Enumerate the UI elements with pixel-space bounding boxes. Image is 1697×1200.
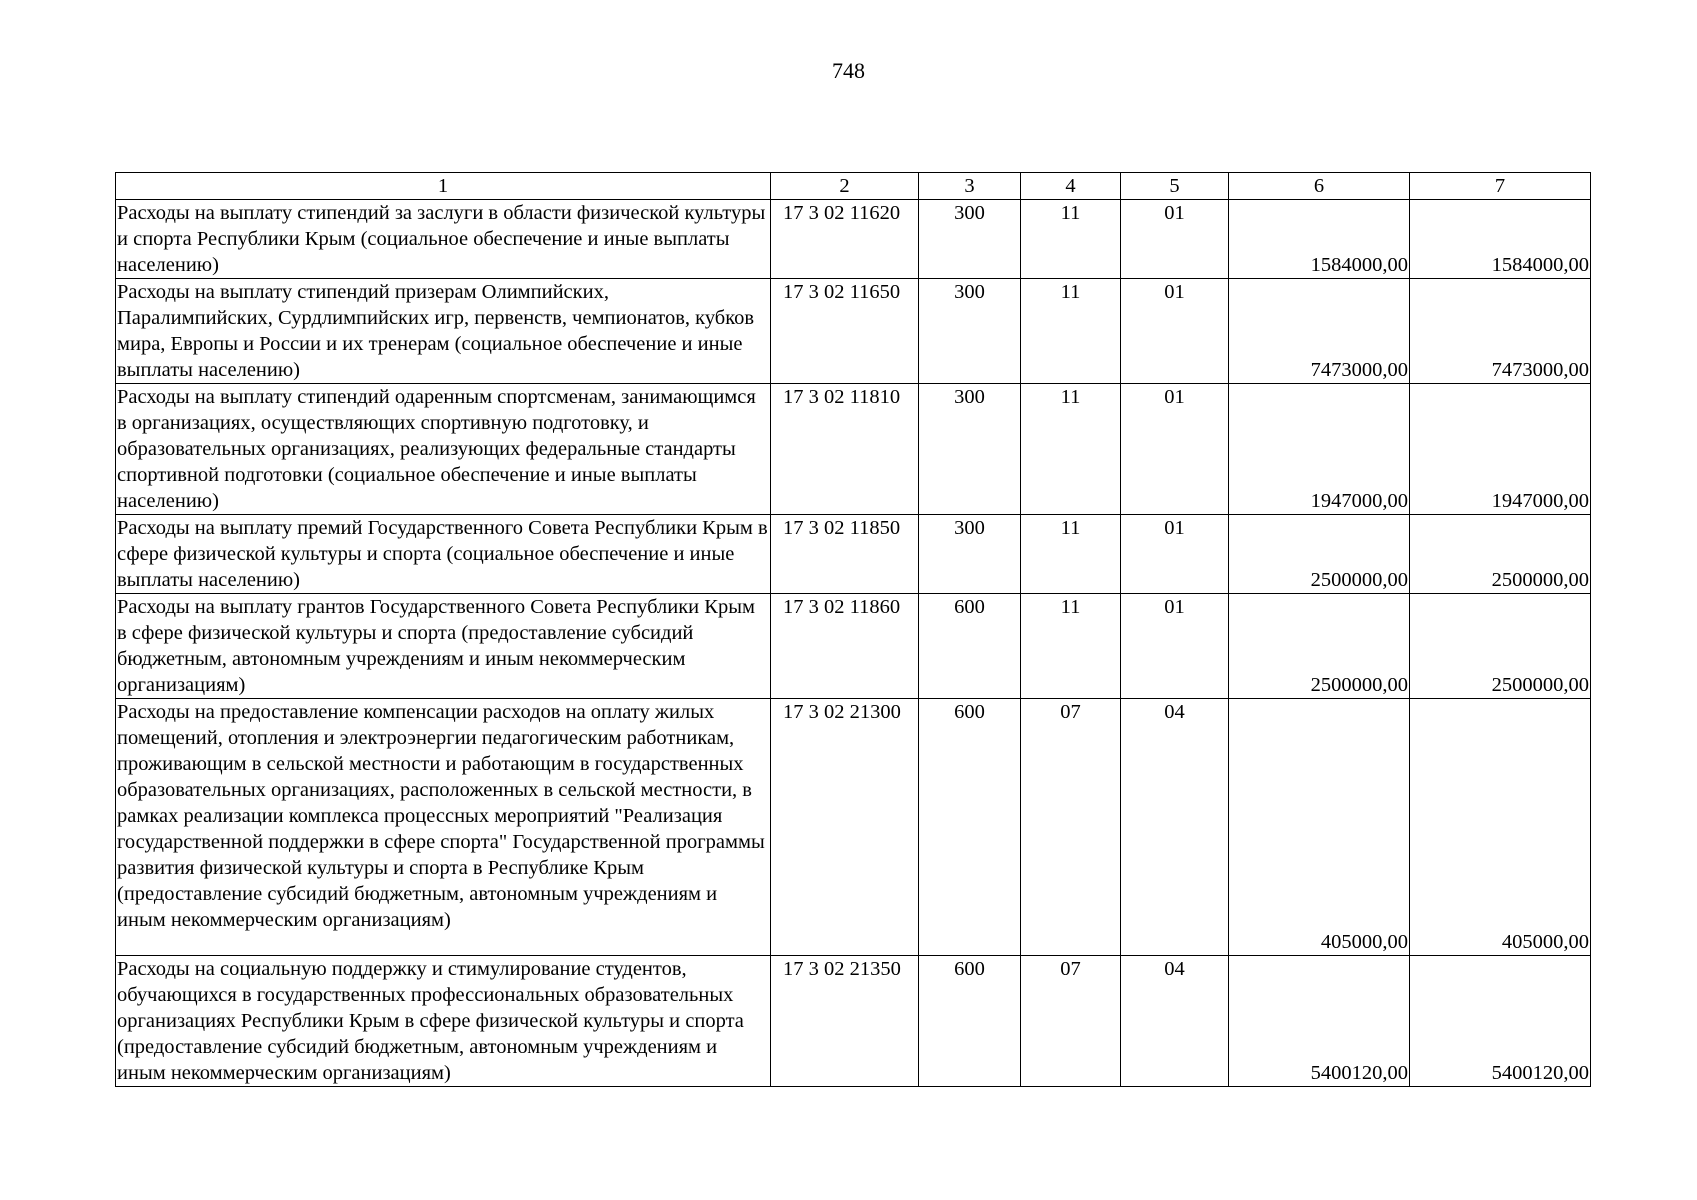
row-expense-type: 300 bbox=[919, 384, 1021, 515]
table-row bbox=[116, 384, 1591, 515]
budget-table bbox=[115, 172, 1591, 1087]
column-header: 6 bbox=[1229, 173, 1410, 200]
table-row bbox=[116, 594, 1591, 699]
row-expense-type: 600 bbox=[919, 699, 1021, 956]
row-section: 11 bbox=[1021, 384, 1121, 515]
row-section: 07 bbox=[1021, 956, 1121, 1087]
table-row bbox=[116, 200, 1591, 279]
row-code: 17 3 02 21300 bbox=[771, 699, 919, 956]
row-section: 07 bbox=[1021, 699, 1121, 956]
page-number: 748 bbox=[832, 58, 865, 83]
row-amount-7: 1947000,00 bbox=[1410, 384, 1591, 515]
row-code: 17 3 02 11650 bbox=[771, 279, 919, 384]
row-amount-6: 2500000,00 bbox=[1229, 515, 1410, 594]
row-amount-6: 7473000,00 bbox=[1229, 279, 1410, 384]
table-row bbox=[116, 515, 1591, 594]
row-amount-7: 7473000,00 bbox=[1410, 279, 1591, 384]
row-subsection: 01 bbox=[1121, 279, 1229, 384]
row-amount-7: 2500000,00 bbox=[1410, 594, 1591, 699]
row-section: 11 bbox=[1021, 594, 1121, 699]
row-amount-6: 1584000,00 bbox=[1229, 200, 1410, 279]
row-amount-7: 405000,00 bbox=[1410, 699, 1591, 956]
row-subsection: 01 bbox=[1121, 515, 1229, 594]
row-expense-type: 300 bbox=[919, 200, 1021, 279]
row-subsection: 04 bbox=[1121, 956, 1229, 1087]
row-description: Расходы на социальную поддержку и стимулирование студентов, обучающихся в государственных профессиональных образовательных организациях Республики Крым в сфере физической культуры и спорта (предоставление субсидий бюджетным, автономным учреждениям и иным некоммерческим организациям) bbox=[116, 956, 771, 1087]
row-amount-6: 2500000,00 bbox=[1229, 594, 1410, 699]
row-description: Расходы на выплату стипендий одаренным спортсменам, занимающимся в организациях, осуществляющих спортивную подготовку, и образовательных организациях, реализующих федеральные стандарты спортивной подготовки (социальное обеспечение и иные выплаты населению) bbox=[116, 384, 771, 515]
row-subsection: 01 bbox=[1121, 200, 1229, 279]
row-expense-type: 600 bbox=[919, 956, 1021, 1087]
row-code: 17 3 02 11810 bbox=[771, 384, 919, 515]
table-header-row bbox=[116, 173, 1591, 200]
column-header: 5 bbox=[1121, 173, 1229, 200]
row-amount-6: 405000,00 bbox=[1229, 699, 1410, 956]
column-header: 7 bbox=[1410, 173, 1591, 200]
table-row bbox=[116, 699, 1591, 956]
row-amount-7: 1584000,00 bbox=[1410, 200, 1591, 279]
row-description: Расходы на выплату премий Государственного Совета Республики Крым в сфере физической культуры и спорта (социальное обеспечение и иные выплаты населению) bbox=[116, 515, 771, 594]
row-expense-type: 300 bbox=[919, 279, 1021, 384]
column-header: 2 bbox=[771, 173, 919, 200]
row-section: 11 bbox=[1021, 515, 1121, 594]
column-header: 4 bbox=[1021, 173, 1121, 200]
row-description: Расходы на предоставление компенсации расходов на оплату жилых помещений, отопления и электроэнергии педагогическим работникам, проживающим в сельской местности и работающим в государственных образовательных организациях, расположенных в сельской местности, в рамках реализации комплекса процессных мероприятий "Реализация государственной поддержки в сфере спорта" Государственной программы развития физической культуры и спорта в Республике Крым (предоставление субсидий бюджетным, автономным учреждениям и иным некоммерческим организациям) bbox=[116, 699, 771, 956]
row-amount-6: 5400120,00 bbox=[1229, 956, 1410, 1087]
row-section: 11 bbox=[1021, 200, 1121, 279]
row-amount-7: 5400120,00 bbox=[1410, 956, 1591, 1087]
row-description: Расходы на выплату стипендий за заслуги в области физической культуры и спорта Республики Крым (социальное обеспечение и иные выплаты населению) bbox=[116, 200, 771, 279]
row-amount-7: 2500000,00 bbox=[1410, 515, 1591, 594]
row-expense-type: 600 bbox=[919, 594, 1021, 699]
row-expense-type: 300 bbox=[919, 515, 1021, 594]
column-header: 3 bbox=[919, 173, 1021, 200]
row-code: 17 3 02 11850 bbox=[771, 515, 919, 594]
row-description: Расходы на выплату стипендий призерам Олимпийских, Паралимпийских, Сурдлимпийских игр, первенств, чемпионатов, кубков мира, Европы и России и их тренерам (социальное обеспечение и иные выплаты населению) bbox=[116, 279, 771, 384]
row-amount-6: 1947000,00 bbox=[1229, 384, 1410, 515]
column-header: 1 bbox=[116, 173, 771, 200]
row-code: 17 3 02 21350 bbox=[771, 956, 919, 1087]
row-description: Расходы на выплату грантов Государственного Совета Республики Крым в сфере физической культуры и спорта (предоставление субсидий бюджетным, автономным учреждениям и иным некоммерческим организациям) bbox=[116, 594, 771, 699]
row-subsection: 01 bbox=[1121, 384, 1229, 515]
row-section: 11 bbox=[1021, 279, 1121, 384]
row-code: 17 3 02 11860 bbox=[771, 594, 919, 699]
row-code: 17 3 02 11620 bbox=[771, 200, 919, 279]
row-subsection: 01 bbox=[1121, 594, 1229, 699]
row-subsection: 04 bbox=[1121, 699, 1229, 956]
table-row bbox=[116, 279, 1591, 384]
table-row bbox=[116, 956, 1591, 1087]
